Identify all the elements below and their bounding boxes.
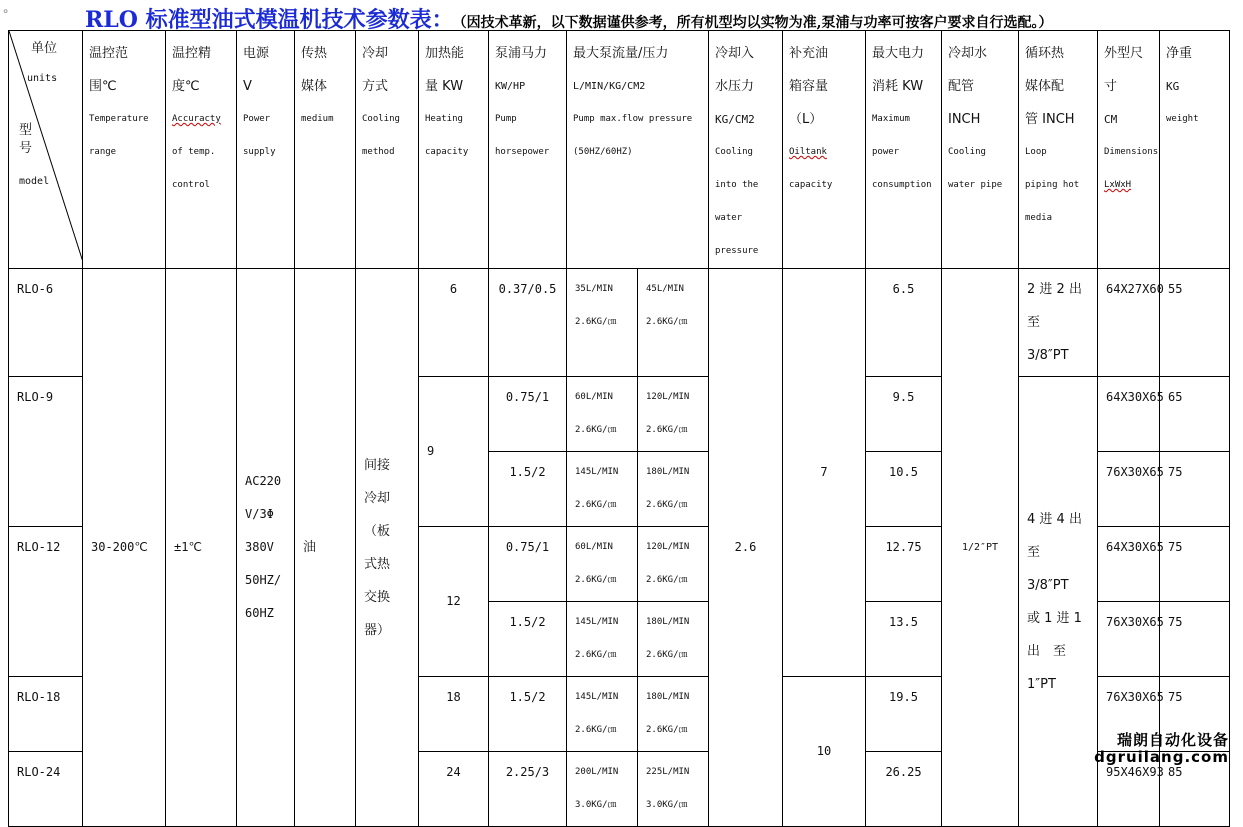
model-cell: RLO-24 (9, 752, 83, 827)
flow-50-cell: 145L/MIN 2.6KG/㎝ (567, 452, 638, 527)
flow-50-cell: 35L/MIN 2.6KG/㎝ (567, 269, 638, 377)
flow-60-cell: 180L/MIN 2.6KG/㎝ (638, 452, 709, 527)
spec-table (8, 30, 1230, 827)
weight-cell: 75 (1160, 527, 1230, 602)
heating-cell: 18 (419, 677, 489, 752)
heating-cell: 9 (419, 377, 489, 527)
heating-cell: 6 (419, 269, 489, 377)
flow-50-cell: 60L/MIN 2.6KG/㎝ (567, 377, 638, 452)
dimensions-cell: 76X30X65 (1098, 602, 1160, 677)
col-cooling-pressure: 冷却入 水压力 KG/CM2 Cooling into the water pressure (709, 31, 783, 269)
col-loop-piping: 循环热 媒体配 管 INCH Loop piping hot media (1019, 31, 1098, 269)
col-max-flow: 最大泵流量/压力 L/MIN/KG/CM2 Pump max.flow pressure (50HZ/60HZ) (567, 31, 709, 269)
cooling-pressure-cell: 2.6 (709, 269, 783, 827)
col-cooling-method: 冷却 方式 Cooling method (356, 31, 419, 269)
watermark-cn: 瑞朗自动化设备 (1116, 731, 1229, 749)
model-label-cn-2: 号 (19, 141, 33, 156)
weight-cell: 55 (1160, 269, 1230, 377)
pump-cell: 1.5/2 (489, 452, 567, 527)
model-cell: RLO-9 (9, 377, 83, 527)
loop-small-cell: 2 进 2 出 至 3/8″PT (1019, 269, 1098, 377)
pump-cell: 0.75/1 (489, 377, 567, 452)
flow-50-cell: 60L/MIN 2.6KG/㎝ (567, 527, 638, 602)
temp-range-cell: 30-200℃ (83, 269, 166, 827)
dimensions-cell: 64X30X65 (1098, 527, 1160, 602)
cooling-method-cell: 间接 冷却 （板 式热 交换 器） (356, 269, 419, 827)
power-cell: 19.5 (866, 677, 942, 752)
flow-60-cell: 45L/MIN 2.6KG/㎝ (638, 269, 709, 377)
power-cell: 9.5 (866, 377, 942, 452)
pump-cell: 0.75/1 (489, 527, 567, 602)
header-corner (9, 31, 83, 269)
model-cell: RLO-12 (9, 527, 83, 677)
weight-cell: 85 (1160, 752, 1230, 827)
col-power-supply: 电源 V Power supply (237, 31, 295, 269)
power-cell: 13.5 (866, 602, 942, 677)
cooling-pipe-cell: 1/2″PT (942, 269, 1019, 827)
title-main: RLO 标准型油式模温机技术参数表： (85, 7, 454, 33)
unit-label-cn: 单位 (31, 41, 58, 56)
col-max-power: 最大电力 消耗 KW Maximum power consumption (866, 31, 942, 269)
loop-large-cell: 4 进 4 出 至 3/8″PT 或 1 进 1 出 至 1″PT (1019, 377, 1098, 827)
flow-50-cell: 145L/MIN 2.6KG/㎝ (567, 602, 638, 677)
pump-cell: 2.25/3 (489, 752, 567, 827)
model-label-en: model (19, 176, 50, 187)
watermark-url: dgruilang.com (1094, 748, 1229, 766)
dimensions-cell: 95X46X93 (1098, 752, 1160, 827)
accuracy-cell: ±1℃ (166, 269, 237, 827)
heating-cell: 12 (419, 527, 489, 677)
model-label-cn-1: 型 (19, 123, 33, 138)
pump-cell: 0.37/0.5 (489, 269, 567, 377)
col-weight: 净重 KG weight (1160, 31, 1230, 269)
col-pump-horsepower: 泵浦马力 KW/HP Pump horsepower (489, 31, 567, 269)
oiltank-cell-small: 7 (783, 269, 866, 677)
flow-50-cell: 145L/MIN 2.6KG/㎝ (567, 677, 638, 752)
pump-cell: 1.5/2 (489, 677, 567, 752)
col-cooling-pipe: 冷却水 配管 INCH Cooling water pipe (942, 31, 1019, 269)
page-title (85, 3, 1053, 33)
power-cell: 26.25 (866, 752, 942, 827)
model-cell: RLO-18 (9, 677, 83, 752)
oiltank-cell-large: 10 (783, 677, 866, 827)
weight-cell: 75 (1160, 677, 1230, 752)
dimensions-cell: 64X27X60 (1098, 269, 1160, 377)
power-cell: 12.75 (866, 527, 942, 602)
flow-60-cell: 225L/MIN 3.0KG/㎝ (638, 752, 709, 827)
col-medium: 传热 媒体 medium (295, 31, 356, 269)
dimensions-cell: 76X30X65 (1098, 677, 1160, 752)
model-cell: RLO-6 (9, 269, 83, 377)
weight-cell: 65 (1160, 377, 1230, 452)
flow-60-cell: 120L/MIN 2.6KG/㎝ (638, 377, 709, 452)
power-cell: 10.5 (866, 452, 942, 527)
medium-cell: 油 (295, 269, 356, 827)
header-row (9, 31, 1230, 269)
weight-cell: 75 (1160, 452, 1230, 527)
col-temp-range: 温控范 围℃ Temperature range (83, 31, 166, 269)
dimensions-cell: 64X30X65 (1098, 377, 1160, 452)
heating-cell: 24 (419, 752, 489, 827)
corner-mark: ∘ (2, 4, 10, 18)
dimensions-cell: 76X30X65 (1098, 452, 1160, 527)
flow-50-cell: 200L/MIN 3.0KG/㎝ (567, 752, 638, 827)
flow-60-cell: 180L/MIN 2.6KG/㎝ (638, 677, 709, 752)
col-accuracy: 温控精 度℃ Accuracty of temp. control (166, 31, 237, 269)
col-heating-capacity: 加热能 量 KW Heating capacity (419, 31, 489, 269)
pump-cell: 1.5/2 (489, 602, 567, 677)
power-supply-cell: AC220 V/3Φ 380V 50HZ/ 60HZ (237, 269, 295, 827)
unit-label-en: units (27, 73, 58, 84)
title-note: （因技术革新，以下数据谨供参考，所有机型均以实物为准,泵浦与功率可按客户要求自行选配。） (459, 15, 1053, 31)
col-dimensions: 外型尺寸 CM Dimensions LxWxH (1098, 31, 1160, 269)
flow-60-cell: 180L/MIN 2.6KG/㎝ (638, 602, 709, 677)
power-cell: 6.5 (866, 269, 942, 377)
watermark (1094, 732, 1229, 766)
flow-60-cell: 120L/MIN 2.6KG/㎝ (638, 527, 709, 602)
col-oiltank: 补充油 箱容量 （L） Oiltank capacity (783, 31, 866, 269)
weight-cell: 75 (1160, 602, 1230, 677)
table-row (9, 269, 1230, 377)
